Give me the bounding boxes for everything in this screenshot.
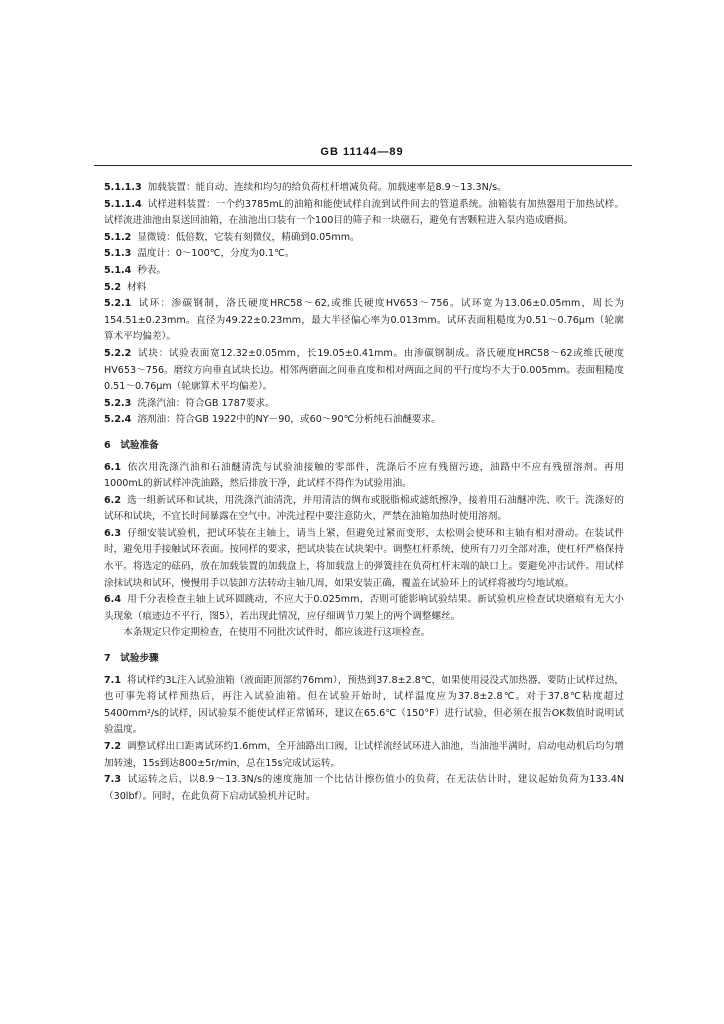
document-body — [104, 180, 624, 805]
clause-paragraph — [104, 625, 624, 642]
clause-text: 调整试样出口距离试环约1.6mm，全开油路出口阀，让试样流经试环进入油池，当油池半满时，启动电动机后均匀增加转速，15s到达800±5r/min，总在15s完成试运转。 — [104, 741, 624, 769]
section-heading: 7 试验步骤 — [104, 653, 159, 665]
clause-number: 6.2 — [104, 494, 121, 506]
clause-number: 5.2.3 — [104, 397, 132, 409]
clause-text: 依次用洗涤汽油和石油醚清洗与试验油接触的零部件，洗涤后不应有残留污迹，油路中不应有残留溶剂。再用1000mL的新试样冲洗油路，然后排放干净，此试样不得作为试验用油。 — [104, 461, 624, 490]
clause-paragraph — [104, 396, 624, 413]
clause-number: 7.1 — [104, 674, 121, 686]
clause-number: 5.1.2 — [104, 231, 132, 243]
clause-number: 5.1.1.4 — [104, 198, 142, 210]
clause-paragraph — [104, 280, 624, 297]
section-heading: 6 试验准备 — [104, 439, 159, 451]
page-header: GB 11144—89 — [320, 146, 404, 158]
clause-number: 5.1.1.3 — [104, 182, 142, 193]
clause-paragraph — [104, 346, 624, 396]
section-gap — [104, 642, 624, 651]
clause-number: 7.3 — [104, 774, 121, 786]
clause-number: 6.1 — [104, 461, 121, 473]
clause-paragraph — [104, 180, 624, 197]
clause-paragraph — [104, 197, 624, 230]
clause-text: 试块：试验表面宽12.32±0.05mm，长19.05±0.41mm。由渗碳钢制成。洛氏硬度HRC58～62或维氏硬度HV653～756。磨纹方向垂直试块长边。相邻两磨面之间垂直度和相对两面之间的平行度均不大于0.005mm。表面粗糙度0.51～0.76μm（轮廓算术平均偏差）。 — [104, 347, 624, 393]
clause-paragraph — [104, 460, 624, 493]
clause-text: 本条规定只作定期检查，在使用不同批次试件时，都应该进行这项检查。 — [123, 627, 431, 639]
clause-paragraph — [104, 263, 624, 280]
clause-paragraph — [104, 526, 624, 592]
clause-number: 5.2.4 — [104, 414, 132, 426]
clause-paragraph — [104, 246, 624, 263]
clause-text: 溶剂油：符合GB 1922中的NY－90，或60～90℃分析纯石油醚要求。 — [137, 414, 441, 426]
clause-number: 5.1.3 — [104, 248, 132, 260]
clause-text: 选一组新试环和试块，用洗涤汽油清洗，并用清洁的绸布或脱脂棉或滤纸擦净，接着用石油醚冲洗、吹干。洗涤好的试环和试块，不宜长时间暴露在空气中。冲洗过程中要注意防火，严禁在油箱加热时使用溶剂。 — [104, 494, 624, 523]
clause-text: 温度计：0～100℃，分度为0.1℃。 — [137, 248, 295, 260]
clause-number: 5.2 — [104, 281, 121, 293]
clause-text: 秒表。 — [137, 264, 167, 276]
clause-paragraph — [104, 592, 624, 625]
clause-text: 洗涤汽油：符合GB 1787要求。 — [137, 397, 275, 409]
clause-paragraph — [104, 296, 624, 346]
clause-number: 6.4 — [104, 594, 121, 606]
clause-paragraph — [104, 493, 624, 526]
clause-text: 用千分表检查主轴上试环圆跳动，不应大于0.025mm，否则可能影响试验结果。新试验机应检查试块磨痕有无大小头现象（痕迹边不平行，图5），若出现此情况，应仔细调节刀架上的两个调整螺丝。 — [104, 594, 624, 622]
clause-paragraph — [104, 412, 624, 429]
clause-text: 将试样约3L注入试验油箱（液面距顶部约76mm），预热到37.8±2.8℃，如果使用浸没式加热器，要防止试样过热，也可事先将试样预热后，再注入试验油箱。但在试验开始时，试样温度应为37.8±2.8℃。对于37.8℃粘度超过5400mm²/s的试样，因试验泵不能使试样正常循环，建议在65.6℃（150°F）进行试验，但必须在报告OK数值时说明试验温度。 — [104, 674, 624, 736]
clause-text: 材料 — [127, 281, 147, 293]
clause-text: 仔细安装试验机，把试环装在主轴上，请当上紧，但避免过紧而变形，太松则会使环和主轴有相对滑动。在装试件时，避免用手接触试环表面。按同样的要求，把试块装在试块架中。调整杠杆系统，使所有刀刃全部对准，使杠杆严格保持水平。将选定的砝码，放在加载装置的加载盘上，将加载盘上的弹簧挂在负荷杠杆末端的缺口上。要避免冲击试件。用试样涂抹试块和试环，慢慢用手以装卸方法转动主轴几周，如果安装正确，覆盖在试验环上的试样将被均匀地试痕。 — [104, 527, 624, 589]
clause-number: 5.2.1 — [104, 298, 132, 310]
clause-text: 加载装置：能自动、连续和均匀的给负荷杠杆增减负荷。加载速率是8.9～13.3N/s。 — [147, 182, 507, 193]
clause-paragraph — [104, 673, 624, 739]
clause-number: 6.3 — [104, 527, 121, 539]
clause-text: 试样进料装置：一个约3785mL的油箱和能使试样自流到试件间去的管道系统。油箱装有加热器用于加热试样。试样流进油池由泵送回油箱，在油池出口装有一个100目的筛子和一块磁石，避免有害颗粒进入泵内造成磨损。 — [104, 198, 624, 227]
clause-text: 试运转之后，以8.9～13.3N/s的速度施加一个比估计擦伤值小的负荷，在无法估计时，建议起始负荷为133.4N（30lbf）。同时，在此负荷下启动试验机并记时。 — [104, 774, 624, 802]
clause-paragraph — [104, 739, 624, 772]
clause-number: 5.1.4 — [104, 264, 132, 276]
clause-paragraph — [104, 230, 624, 247]
clause-text: 试环：渗碳钢制，洛氏硬度HRC58～62,或维氏硬度HV653～756。试环宽为13.06±0.05mm，周长为154.51±0.23mm。直径为49.22±0.23mm，最大半径偏心率为0.013mm。试环表面粗糙度为0.51～0.76μm（轮廓算术平均偏差）。 — [104, 298, 624, 343]
clause-number: 7.2 — [104, 741, 121, 752]
clause-number: 5.2.2 — [104, 347, 132, 359]
clause-paragraph — [104, 772, 624, 805]
header-rule — [94, 165, 632, 166]
clause-text: 显微镜：低倍数，它装有刻微仪，精确到0.05mm。 — [137, 231, 360, 243]
section-gap — [104, 429, 624, 438]
